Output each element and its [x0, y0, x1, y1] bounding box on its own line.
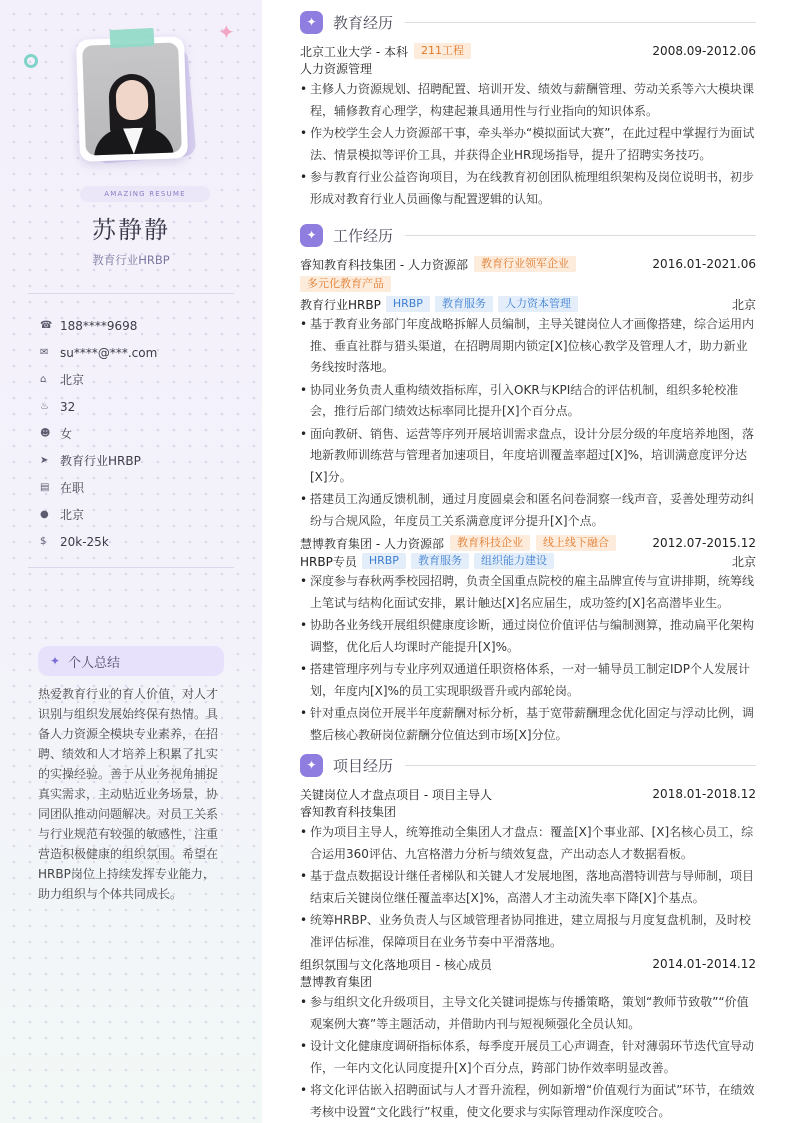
work-section — [300, 223, 756, 746]
info-city: ⌂ 北京 — [40, 373, 85, 387]
list-item: • 统筹HRBP、业务负责人与区域管理者协同推进，建立周报与月度复盘机制，及时校准评估标准，保障项目在业务节奏中平滑落地。 — [300, 910, 756, 953]
project-bullets — [300, 992, 756, 1123]
location-icon: ● — [40, 509, 49, 520]
cake-icon: ♨ — [40, 401, 49, 412]
summary-title: 个人总结 — [68, 655, 121, 671]
list-item: • 作为校学生会人力资源部干事，牵头举办“模拟面试大赛”，在此过程中掌握行为面试法、情景模拟等评价工具，并获得企业HR现场指导，提升了招聘实务技巧。 — [300, 123, 756, 166]
list-item: • 作为项目主导人，统筹推动全集团人才盘点：覆盖[X]个事业部、[X]名核心员工，综合运用360评估、九宫格潜力分析与绩效复盘，产出动态人才数据看板。 — [300, 822, 756, 865]
company-tag: 多元化教育产品 — [300, 276, 391, 292]
role-tag: HRBP — [386, 296, 430, 312]
candidate-title: 教育行业HRBP — [92, 253, 170, 267]
job-date: 2012.07-2015.12 — [652, 536, 756, 550]
project-date: 2014.01-2014.12 — [652, 957, 756, 971]
divider — [28, 293, 234, 294]
section-header — [300, 10, 756, 34]
info-target-city: ● 北京 — [40, 508, 85, 522]
major: 人力资源管理 — [300, 62, 373, 76]
info-target-role: ➤ 教育行业HRBP — [40, 454, 141, 468]
job-bullets — [300, 314, 756, 532]
list-item: • 协助各业务线开展组织健康度诊断，通过岗位价值评估与编制测算，推动扁平化架构调整，优化后人均课时产能提升[X]%。 — [300, 615, 756, 658]
tagline: AMAZING RESUME — [80, 186, 210, 202]
list-item: • 深度参与春秋两季校园招聘，负责全国重点院校的雇主品牌宣传与宣讲排期，统筹线上笔试与结构化面试安排，累计触达[X]名应届生，成功签约[X]名高潜毕业生。 — [300, 571, 756, 614]
job-bullets — [300, 571, 756, 746]
education-section — [300, 10, 756, 210]
info-salary: $ 20k-25k — [40, 534, 109, 549]
school-name: 北京工业大学 - 本科 — [300, 44, 408, 59]
divider — [405, 765, 756, 766]
projects-section — [300, 753, 756, 1123]
project-date: 2018.01-2018.12 — [652, 787, 756, 801]
section-header — [300, 753, 756, 777]
candidate-name: 苏静静 — [92, 216, 170, 244]
role-tag: 教育服务 — [435, 296, 493, 312]
project-org: 睿知教育科技集团 — [300, 805, 397, 819]
job-role: HRBP专员 — [300, 554, 357, 569]
section-header — [300, 223, 756, 247]
role-tag: 教育服务 — [411, 553, 469, 569]
role-tag: 组织能力建设 — [474, 553, 554, 569]
company-name: 慧博教育集团 - 人力资源部 — [300, 536, 444, 551]
job-role-row — [300, 295, 756, 313]
project-header — [300, 955, 756, 973]
project-name: 关键岗位人才盘点项目 - 项目主导人 — [300, 787, 492, 802]
project-bullets — [300, 822, 756, 953]
list-item: • 参与教育行业公益咨询项目，为在线教育初创团队梳理组织架构及岗位说明书，初步形成对教育行业人员画像与配置逻辑的认知。 — [300, 167, 756, 210]
avatar — [82, 42, 182, 155]
sparkle-icon: ✦ — [300, 224, 323, 247]
list-item: • 搭建员工沟通反馈机制，通过月度圆桌会和匿名问卷洞察一线声音，妥善处理劳动纠纷与合规风险，年度员工关系满意度评分提升[X]个点。 — [300, 489, 756, 532]
job-role: 教育行业HRBP — [300, 297, 381, 312]
education-row — [300, 42, 756, 60]
contact-info-list — [40, 312, 240, 555]
education-bullets — [300, 79, 756, 210]
mail-icon: ✉ — [40, 347, 49, 358]
salary-icon: $ — [40, 536, 47, 547]
divider — [28, 567, 234, 568]
info-email: ✉ su****@***.com — [40, 345, 158, 360]
summary-text: 热爱教育行业的育人价值，对人才识别与组织发展始终保有热情。具备人力资源全模块专业素养，在招聘、绩效和人才培养上积累了扎实的实操经验。善于从业务视角捕捉真实需求，主动贴近业务场景，协同团队推动问题解决。对员工关系与行业规范有较强的敏感性，注重营造积极健康的组织氛围。希望在HRBP岗位上持续发挥专业能力，助力组织与个体共同成长。 — [38, 687, 219, 901]
list-item: • 协同业务负责人重构绩效指标库，引入OKR与KPI结合的评估机制，组织多轮校准会，推行后部门绩效达标率同比提升[X]个百分点。 — [300, 380, 756, 423]
list-item: • 针对重点岗位开展半年度薪酬对标分析，基于宽带薪酬理念优化固定与浮动比例，调整后核心教研岗位薪酬分位值达到市场[X]分位。 — [300, 703, 756, 746]
tape-decoration — [110, 28, 155, 48]
list-item: • 设计文化健康度调研指标体系，每季度开展员工心声调查，针对薄弱环节迭代宣导动作，一年内文化认同度提升[X]个百分点，跨部门协作效率明显改善。 — [300, 1036, 756, 1079]
job-header — [300, 534, 756, 552]
list-item: • 基于盘点数据设计继任者梯队和关键人才发展地图，落地高潜特训营与导师制，项目结束后关键岗位继任覆盖率达[X]%，高潜人才主动流失率下降[X]个基点。 — [300, 866, 756, 909]
sparkle-icon: ✦ — [218, 20, 235, 44]
company-tag: 教育科技企业 — [450, 535, 530, 551]
info-age: ♨ 32 — [40, 399, 76, 414]
project-org: 慧博教育集团 — [300, 975, 373, 989]
section-title: 项目经历 — [333, 756, 394, 775]
role-tag: HRBP — [362, 553, 406, 569]
project-name: 组织氛围与文化落地项目 - 核心成员 — [300, 957, 492, 972]
section-title: 工作经历 — [333, 226, 394, 245]
send-icon: ➤ — [40, 455, 49, 466]
sparkle-icon: ✦ — [300, 11, 323, 34]
divider — [405, 235, 756, 236]
job-header — [300, 255, 756, 273]
education-date: 2008.09-2012.06 — [652, 44, 756, 58]
job-date: 2016.01-2021.06 — [652, 257, 756, 271]
info-gender: ☻ 女 — [40, 427, 73, 441]
school-tag: 211工程 — [414, 43, 471, 59]
phone-icon: ☎ — [40, 320, 53, 331]
sparkle-icon: ✦ — [300, 754, 323, 777]
section-title: 教育经历 — [333, 13, 394, 32]
job-city: 北京 — [731, 554, 756, 569]
ring-decoration — [24, 54, 38, 68]
company-tag: 教育行业领军企业 — [474, 256, 576, 272]
sidebar — [0, 0, 262, 1123]
company-tag: 线上线下融合 — [536, 535, 616, 551]
list-item: • 搭建管理序列与专业序列双通道任职资格体系，一对一辅导员工制定IDP个人发展计划，年度内[X]%的员工实现职级晋升或内部轮岗。 — [300, 659, 756, 702]
info-phone: ☎ 188****9698 — [40, 318, 138, 333]
list-item: • 面向教研、销售、运营等序列开展培训需求盘点，设计分层分级的年度培养地图，落地新教师训练营与管理者加速项目，年度培训覆盖率超过[X]%，培训满意度评分达[X]分。 — [300, 424, 756, 489]
project-header — [300, 785, 756, 803]
info-status: ▤ 在职 — [40, 481, 85, 495]
summary-header — [38, 646, 224, 676]
sparkle-icon: ✦ — [50, 654, 61, 668]
briefcase-icon: ▤ — [40, 482, 50, 493]
gender-icon: ☻ — [40, 428, 51, 439]
job-role-row — [300, 552, 756, 570]
list-item: • 基于教育业务部门年度战略拆解人员编制，主导关键岗位人才画像搭建，综合运用内推、垂直社群与猎头渠道，在招聘周期内锁定[X]位核心教学及管理人才，助力新业务线按时落地。 — [300, 314, 756, 379]
home-icon: ⌂ — [40, 374, 47, 385]
list-item: • 将文化评估嵌入招聘面试与人才晋升流程，例如新增“价值观行为面试”环节，在绩效考核中设置“文化践行”权重，使文化要求与实际管理动作深度咬合。 — [300, 1080, 756, 1123]
company-name: 睿知教育科技集团 - 人力资源部 — [300, 257, 468, 272]
role-tag: 人力资本管理 — [498, 296, 578, 312]
divider — [405, 22, 756, 23]
job-city: 北京 — [731, 297, 756, 312]
list-item: • 主修人力资源规划、招聘配置、培训开发、绩效与薪酬管理、劳动关系等六大模块课程，辅修教育心理学，构建起兼具通用性与行业指向的知识体系。 — [300, 79, 756, 122]
list-item: • 参与组织文化升级项目，主导文化关键词提炼与传播策略，策划“教师节致敬”“价值观案例大赛”等主题活动，并借助内刊与短视频强化全员认知。 — [300, 992, 756, 1035]
